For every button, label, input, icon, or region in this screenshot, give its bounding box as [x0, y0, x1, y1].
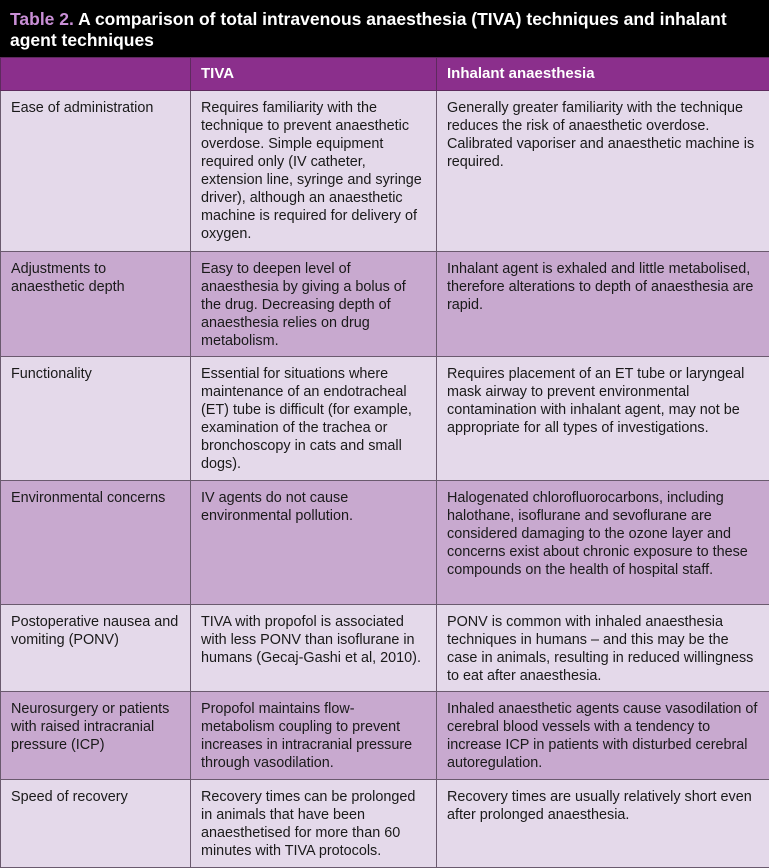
- table-row: [1, 252, 769, 357]
- inhalant-cell: Inhalant agent is exhaled and little metabolised, therefore alterations to depth of anaesthesia are rapid.: [437, 252, 769, 357]
- header-cell-tiva: TIVA: [191, 58, 437, 91]
- header-cell-inhalant: Inhalant anaesthesia: [437, 58, 769, 91]
- row-label: Postoperative nausea and vomiting (PONV): [1, 605, 191, 692]
- row-label: Ease of administration: [1, 91, 191, 252]
- inhalant-cell: Inhaled anaesthetic agents cause vasodilation of cerebral blood vessels with a tendency to increase ICP in patients with disturbed cerebral autoregulation.: [437, 692, 769, 780]
- header-cell-criterion: [1, 58, 191, 91]
- table-number: Table 2.: [10, 9, 74, 29]
- table-row: [1, 357, 769, 481]
- header-row: [1, 58, 769, 91]
- table-row: [1, 692, 769, 780]
- row-label: Adjustments to anaesthetic depth: [1, 252, 191, 357]
- inhalant-cell: PONV is common with inhaled anaesthesia techniques in humans – and this may be the case in animals, resulting in reduced willingness to eat after anaesthesia.: [437, 605, 769, 692]
- tiva-cell: Easy to deepen level of anaesthesia by giving a bolus of the drug. Decreasing depth of anaesthesia relies on drug metabolism.: [191, 252, 437, 357]
- tiva-cell: IV agents do not cause environmental pollution.: [191, 481, 437, 605]
- row-label: Neurosurgery or patients with raised intracranial pressure (ICP): [1, 692, 191, 780]
- row-label: Functionality: [1, 357, 191, 481]
- inhalant-cell: Requires placement of an ET tube or laryngeal mask airway to prevent environmental contamination with inhalant agent, may not be appropriate for all types of investigations.: [437, 357, 769, 481]
- row-label: Speed of recovery: [1, 780, 191, 868]
- tiva-cell: Recovery times can be prolonged in animals that have been anaesthetised for more than 60 minutes with TIVA protocols.: [191, 780, 437, 868]
- table-caption: A comparison of total intravenous anaesthesia (TIVA) techniques and inhalant agent techniques: [10, 9, 727, 50]
- row-label: Environmental concerns: [1, 481, 191, 605]
- inhalant-cell: Halogenated chlorofluorocarbons, including halothane, isoflurane and sevoflurane are considered damaging to the ozone layer and concerns exist about chronic exposure to these compounds on the health of hospital staff.: [437, 481, 769, 605]
- tiva-cell: Requires familiarity with the technique to prevent anaesthetic overdose. Simple equipment required only (IV catheter, extension line, syringe and syringe driver), although an anaesthetic machine is required for delivery of oxygen.: [191, 91, 437, 252]
- tiva-cell: Propofol maintains flow-metabolism coupling to prevent increases in intracranial pressure through vasodilation.: [191, 692, 437, 780]
- table-row: [1, 780, 769, 868]
- table-title: [0, 0, 769, 57]
- tiva-cell: TIVA with propofol is associated with less PONV than isoflurane in humans (Gecaj-Gashi et al, 2010).: [191, 605, 437, 692]
- tiva-cell: Essential for situations where maintenance of an endotracheal (ET) tube is difficult (for example, examination of the trachea or bronchoscopy in cats and small dogs).: [191, 357, 437, 481]
- table-row: [1, 605, 769, 692]
- table-row: [1, 481, 769, 605]
- inhalant-cell: Recovery times are usually relatively short even after prolonged anaesthesia.: [437, 780, 769, 868]
- inhalant-cell: Generally greater familiarity with the technique reduces the risk of anaesthetic overdose. Calibrated vaporiser and anaesthetic machine is required.: [437, 91, 769, 252]
- table-row: [1, 91, 769, 252]
- comparison-table: [0, 57, 769, 868]
